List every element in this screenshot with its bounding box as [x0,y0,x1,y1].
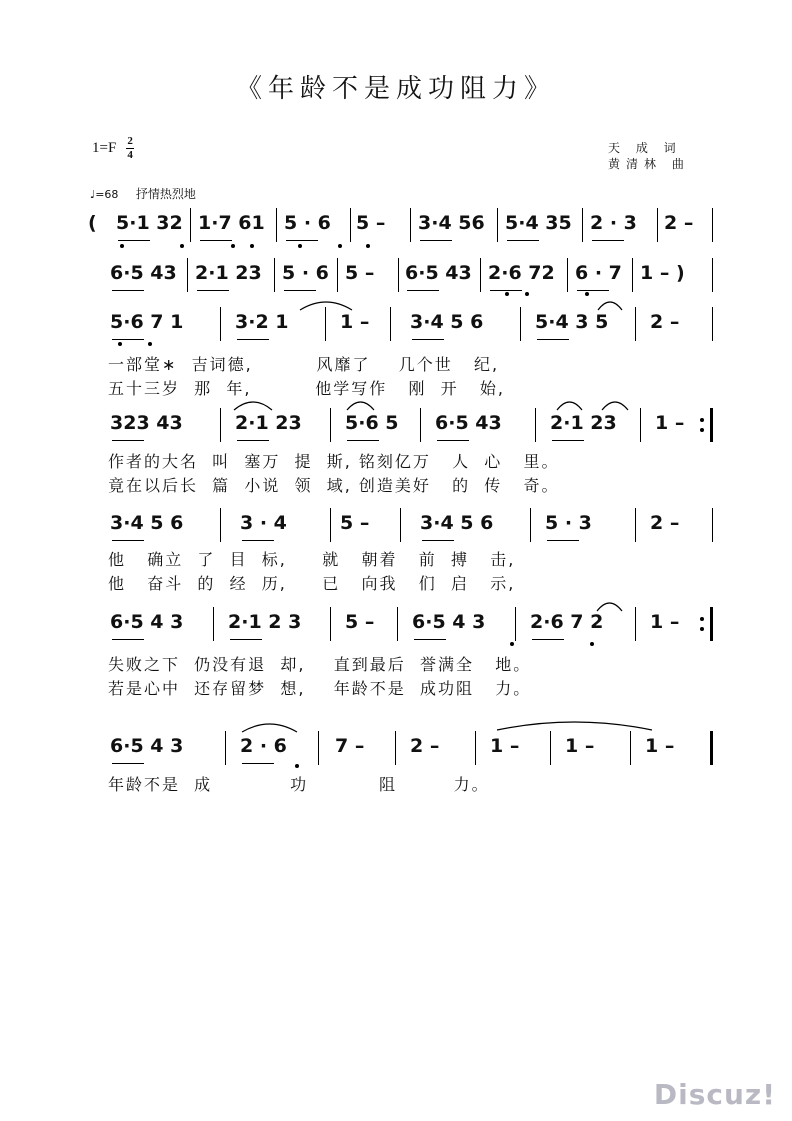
bar-line [515,607,516,641]
octave-dot [118,342,122,346]
beam-line [537,339,569,340]
measure-notes: 6·5 43 [435,412,502,434]
repeat-dot [700,627,704,631]
bar-line [390,307,391,341]
measure-notes: 1 – [565,735,595,757]
slur-arc [596,298,624,312]
credits [608,140,690,172]
beam-line [197,290,229,291]
slur-arc [600,398,630,412]
bar-line [640,408,641,442]
time-sig-top: 2 [127,135,133,147]
bar-line [220,408,221,442]
bar-line [480,258,481,292]
measure-notes: 2 · 6 [240,735,287,757]
lyric-line: 失败之下 仍没有退 却, 直到最后 誉满全 地。 [108,655,532,674]
measure-notes: 2 – [664,212,694,234]
octave-dot [231,244,235,248]
measure-notes: 5 – [340,512,370,534]
bar-line [635,607,636,641]
measure-notes: 5 – [345,611,375,633]
repeat-dot [700,428,704,432]
measure-notes: 2·1 23 [195,262,262,284]
measure-notes: 2·1 23 [235,412,302,434]
measure-notes: 1 – [645,735,675,757]
measure-notes: 7 – [335,735,365,757]
bar-line [497,208,498,242]
octave-dot [590,642,594,646]
expression-mark: 抒情热烈地 [135,187,196,201]
slur-arc [232,398,274,412]
bar-line [535,408,536,442]
bar-line [400,508,401,542]
song-title: 《年龄不是成功阻力》 [235,74,556,104]
bar-line [220,307,221,341]
beam-line [592,240,624,241]
measure-notes: 3·4 5 6 [110,512,184,534]
double-bar-line [710,408,713,442]
bar-line [276,208,277,242]
bar-line [635,307,636,341]
bar-line [220,508,221,542]
beam-line [242,540,274,541]
measure-notes: 2 · 3 [590,212,637,234]
beam-line [230,639,262,640]
bar-line [712,258,713,292]
beam-line [577,290,609,291]
bar-line [330,408,331,442]
measure-notes: 5·4 35 [505,212,572,234]
bar-line [274,258,275,292]
beam-line [507,240,539,241]
beam-line [420,240,452,241]
measure-notes: 1 – [490,735,520,757]
bar-line [530,508,531,542]
measure-notes: 3 · 4 [240,512,287,534]
lyric-line: 年龄不是 成 功 阻 力。 [108,775,490,794]
time-signature [126,136,134,161]
measure-notes: 6·5 43 [405,262,472,284]
beam-line [242,763,274,764]
measure-notes: 6 · 7 [575,262,622,284]
bar-line [213,607,214,641]
measure-notes: ( [88,212,97,234]
measure-notes: 3·2 1 [235,311,289,333]
octave-dot [338,244,342,248]
lyric-line: 一部堂∗ 吉词德, 风靡了 几个世 纪, [108,355,500,374]
beam-line [347,440,379,441]
measure-notes: 3·4 56 [418,212,485,234]
slur-arc [495,718,654,732]
bar-line [325,307,326,341]
beam-line [532,639,564,640]
octave-dot [250,244,254,248]
measure-notes: 2·6 7 2 [530,611,604,633]
octave-dot [120,244,124,248]
bar-line [395,731,396,765]
measure-notes: 1 – ) [640,262,685,284]
key-signature [92,136,134,161]
lyric-line: 五十三岁 那 年, 他学写作 刚 开 始, [108,379,505,398]
measure-notes: 3·4 5 6 [420,512,494,534]
bar-line [630,731,631,765]
beam-line [112,540,144,541]
bar-line [712,208,713,242]
octave-dot [525,292,529,296]
measure-notes: 5·6 5 [345,412,399,434]
watermark-logo: Discuz! [653,1078,776,1111]
bar-line [330,607,331,641]
bar-line [475,731,476,765]
measure-notes: 2·1 2 3 [228,611,302,633]
bar-line [420,408,421,442]
bar-line [410,208,411,242]
lyricist: 天 成 词 [608,141,682,155]
time-sig-bottom: 4 [127,149,133,161]
beam-line [112,763,144,764]
bar-line [657,208,658,242]
bar-line [397,607,398,641]
measure-notes: 323 43 [110,412,183,434]
bar-line [567,258,568,292]
double-bar-line [710,607,713,641]
bar-line [582,208,583,242]
octave-dot [298,244,302,248]
repeat-dot [700,617,704,621]
beam-line [237,440,269,441]
measure-notes: 1 – [340,311,370,333]
measure-notes: 2·1 23 [550,412,617,434]
bar-line [330,508,331,542]
beam-line [547,540,579,541]
measure-notes: 5·1 32 [116,212,183,234]
composer: 黄清林 曲 [608,157,690,171]
beam-line [112,440,144,441]
bar-line [225,731,226,765]
measure-notes: 1 – [650,611,680,633]
measure-notes: 5·4 3 5 [535,311,609,333]
beam-line [422,540,454,541]
measure-notes: 5 · 3 [545,512,592,534]
beam-line [286,240,318,241]
slur-arc [298,298,354,312]
slur-arc [240,720,299,734]
repeat-dot [700,418,704,422]
measure-notes: 3·4 5 6 [410,311,484,333]
beam-line [118,240,150,241]
bar-line [337,258,338,292]
measure-notes: 1 – [655,412,685,434]
measure-notes: 5 – [356,212,386,234]
measure-notes: 2 – [650,512,680,534]
lyric-line: 作者的大名 叫 塞万 提 斯, 铭刻亿万 人 心 里。 [108,452,560,471]
beam-line [412,339,444,340]
beam-line [414,639,446,640]
lyric-line: 若是心中 还存留梦 想, 年龄不是 成功阻 力。 [108,679,532,698]
bar-line [187,258,188,292]
slur-arc [595,599,624,613]
measure-notes: 1·7 61 [198,212,265,234]
lyric-line: 他 确立 了 目 标, 就 朝着 前 搏 击, [108,550,516,569]
beam-line [112,639,144,640]
measure-notes: 6·5 4 3 [110,611,184,633]
octave-dot [295,764,299,768]
slur-arc [555,398,584,412]
bar-line [520,307,521,341]
bar-line [632,258,633,292]
measure-notes: 2·6 72 [488,262,555,284]
tempo-mark: ♩=68 [90,188,119,201]
beam-line [200,240,232,241]
octave-dot [148,342,152,346]
measure-notes: 2 – [410,735,440,757]
measure-notes: 5·6 7 1 [110,311,184,333]
measure-notes: 5 · 6 [282,262,329,284]
bar-line [550,731,551,765]
double-bar-line [710,731,713,765]
bar-line [635,508,636,542]
bar-line [712,307,713,341]
beam-line [407,290,439,291]
beam-line [437,440,469,441]
measure-notes: 6·5 4 3 [412,611,486,633]
measure-notes: 6·5 4 3 [110,735,184,757]
octave-dot [585,292,589,296]
octave-dot [366,244,370,248]
measure-notes: 5 – [345,262,375,284]
bar-line [398,258,399,292]
beam-line [284,290,316,291]
beam-line [112,290,144,291]
octave-dot [505,292,509,296]
tempo-marking [90,185,196,202]
beam-line [237,339,269,340]
key-label: 1=F [92,139,117,156]
beam-line [490,290,522,291]
measure-notes: 6·5 43 [110,262,177,284]
lyric-line: 竟在以后长 篇 小说 领 域, 创造美好 的 传 奇。 [108,476,560,495]
bar-line [318,731,319,765]
measure-notes: 5 · 6 [284,212,331,234]
beam-line [112,339,144,340]
octave-dot [180,244,184,248]
octave-dot [510,642,514,646]
beam-line [552,440,584,441]
bar-line [190,208,191,242]
bar-line [350,208,351,242]
measure-notes: 2 – [650,311,680,333]
lyric-line: 他 奋斗 的 经 历, 已 向我 们 启 示, [108,574,516,593]
slur-arc [345,398,376,412]
bar-line [712,508,713,542]
